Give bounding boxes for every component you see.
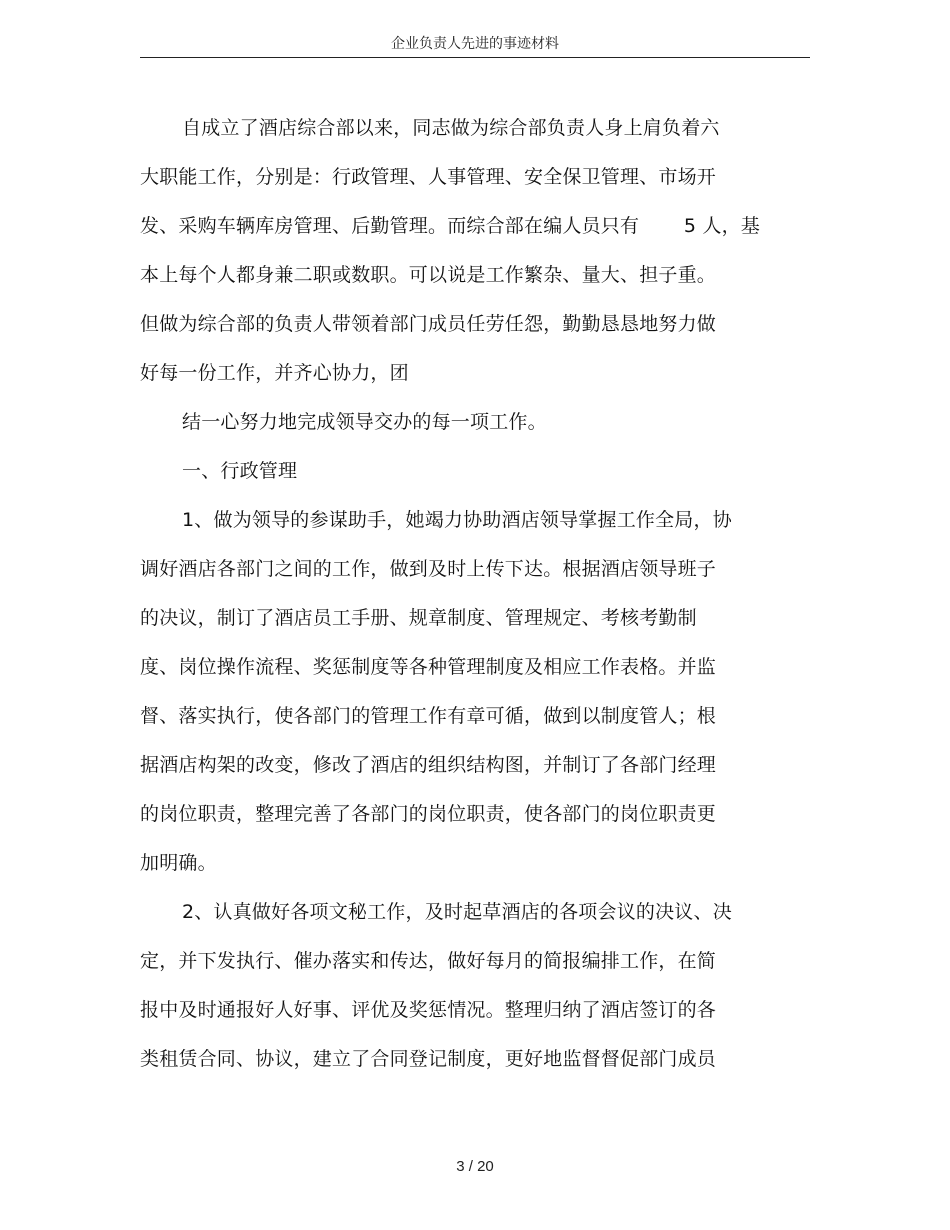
paragraph-line: 类租赁合同、协议，建立了合同登记制度，更好地监督督促部门成员 — [140, 1048, 717, 1070]
paragraph-line: 1、做为领导的参谋助手，她竭力协助酒店领导掌握工作全局，协 — [182, 509, 732, 531]
paragraph-line: 大职能工作，分别是：行政管理、人事管理、安全保卫管理、市场开 — [140, 166, 717, 188]
paragraph-line: 督、落实执行，使各部门的管理工作有章可循，做到以制度管人；根 — [140, 705, 717, 727]
paragraph-line: 但做为综合部的负责人带领着部门成员任劳任怨，勤勤恳恳地努力做 — [140, 313, 717, 335]
paragraph-line: 报中及时通报好人好事、评优及奖惩情况。整理归纳了酒店签订的各 — [140, 999, 717, 1021]
document-body — [140, 104, 810, 1084]
paragraph-line: 据酒店构架的改变，修改了酒店的组织结构图，并制订了各部门经理 — [140, 754, 717, 776]
paragraph-line: 本上每个人都身兼二职或数职。可以说是工作繁杂、量大、担子重。 — [140, 264, 717, 286]
header-title: 企业负责人先进的事迹材料 — [391, 36, 559, 52]
paragraph-line: 2、认真做好各项文秘工作，及时起草酒店的各项会议的决议、决 — [182, 901, 732, 923]
page-number: 3 / 20 — [456, 1158, 494, 1175]
page-header — [140, 34, 810, 58]
paragraph-line: 的决议，制订了酒店员工手册、规章制度、管理规定、考核考勤制 — [140, 607, 697, 629]
paragraph-line: 度、岗位操作流程、奖惩制度等各种管理制度及相应工作表格。并监 — [140, 656, 717, 678]
paragraph-line: 发、采购车辆库房管理、后勤管理。而综合部在编人员只有 5 人，基 — [140, 215, 760, 237]
paragraph-line: 好每一份工作，并齐心协力，团 — [140, 362, 409, 384]
paragraph-line: 调好酒店各部门之间的工作，做到及时上传下达。根据酒店领导班子 — [140, 558, 717, 580]
paragraph-line: 定，并下发执行、催办落实和传达，做好每月的简报编排工作，在简 — [140, 950, 717, 972]
paragraph-line: 的岗位职责，整理完善了各部门的岗位职责，使各部门的岗位职责更 — [140, 803, 717, 825]
section-heading: 一、行政管理 — [182, 460, 298, 482]
paragraph-line: 加明确。 — [140, 852, 217, 874]
paragraph-line: 自成立了酒店综合部以来，同志做为综合部负责人身上肩负着六 — [182, 117, 720, 139]
paragraph-line: 结一心努力地完成领导交办的每一项工作。 — [182, 411, 547, 433]
